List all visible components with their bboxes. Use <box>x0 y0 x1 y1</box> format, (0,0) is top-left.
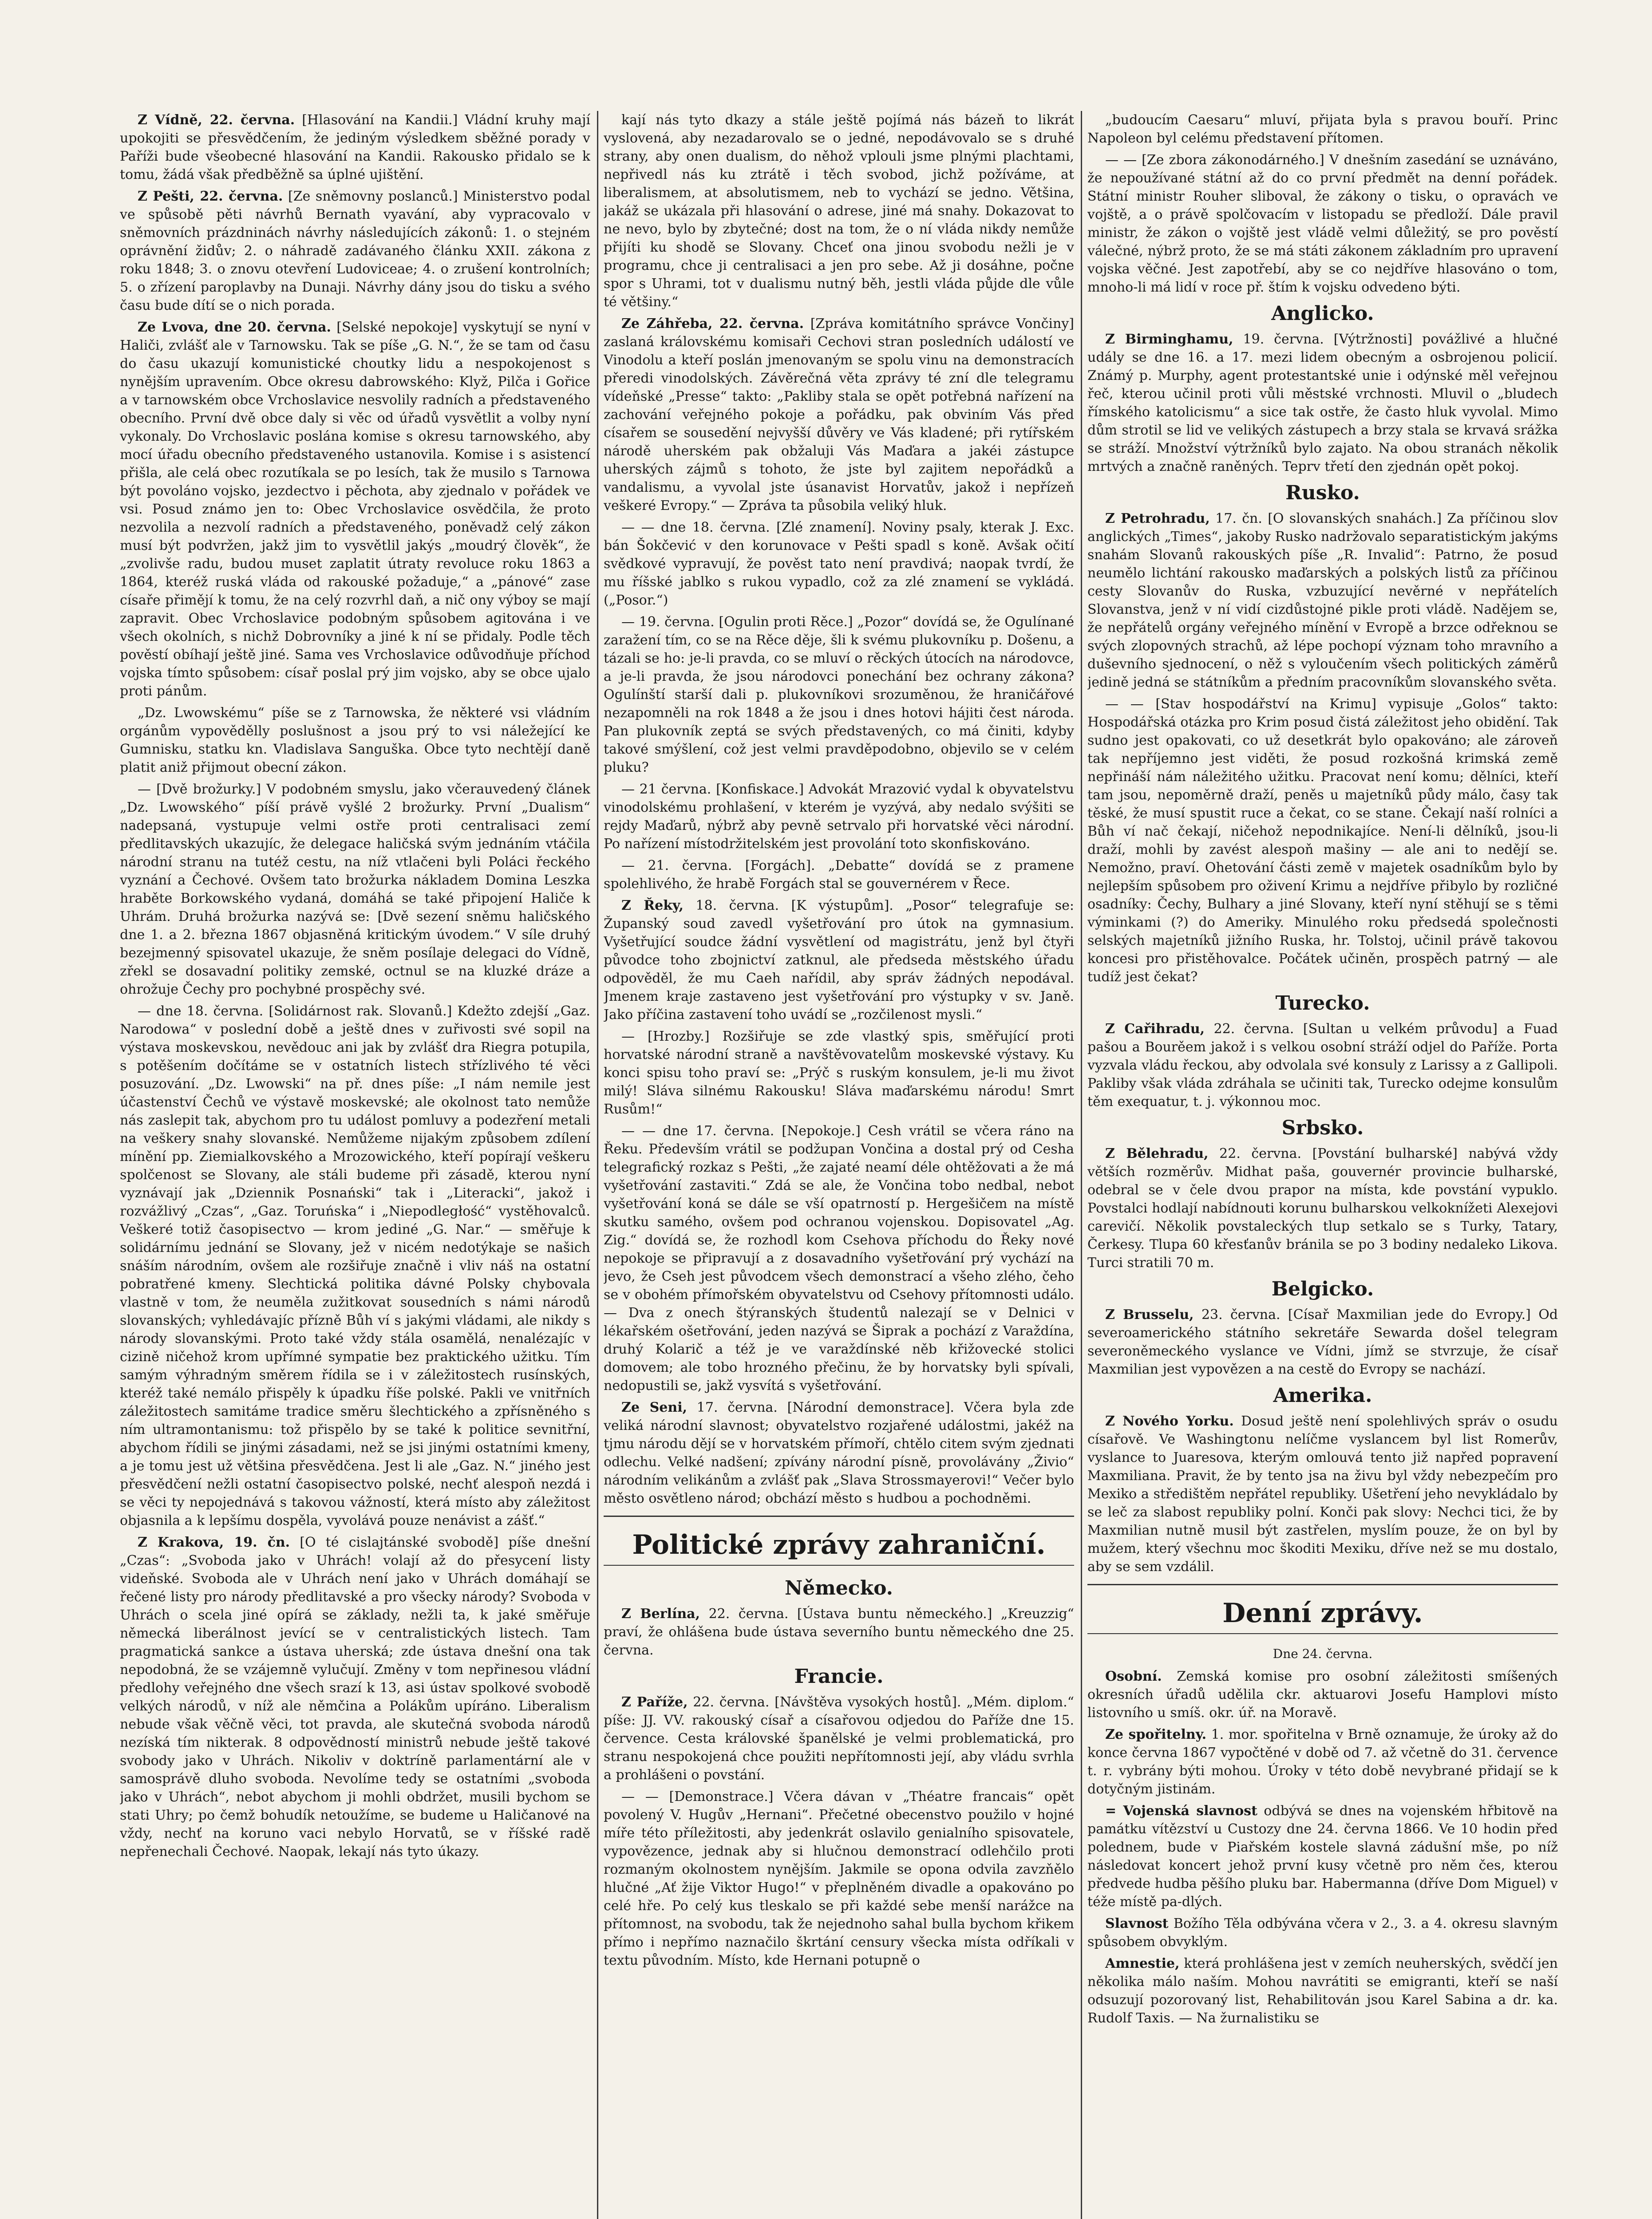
article-dateline: Z Berlína, <box>621 1606 700 1622</box>
article-dateline: Z Birminghamu, <box>1105 332 1233 347</box>
article-text: kají nás tyto dkazy a stále ještě pojímá nás bázeň to likrát vyslovená, aby nezadarovalo se o jedné, nepodávovalo se s druhé strany, aby onen dualism, do něhož vplouli jsme plnými plachtami, nepřivedl nás ku ztrátě i těch svobod, jichž požíváme, at liberalismem, at absolutismem, neb to vychází se jedno. Většina, jakáž se ukázala při hlasování o adrese, jiné má snahy. Dokazovat to ne nevo, bylo by zbytečné; dost na tom, že o ní vláda nikdy nemůže přijíti ku shodě se Slovany. Chceť ona jinou svobodu nežli je v programu, chce ji centralisaci a jen pro sebe. Až ji dosáhne, počne spor s Uhrami, tot v dualismu nutný běh, jestli vláda půjde dle vůle té většiny.“ <box>604 112 1074 310</box>
article-dateline: Amnestie, <box>1105 1956 1180 1971</box>
article-text: — — [Demonstrace.] Včera dávan v „Théatre francais“ opět povolený V. Hugův „Hernani“. Přečetné obecenstvo použilo v hojné míře této příležitosti, aby jedenkrát oslavilo genialního spisovatele, vypovězence, jednak aby si hlučnou demonstrací odlehčilo proti rozmaným okolnostem nynějším. Jakmile se opona odvila zavzňělo hlučné „Ať žije Viktor Hugo!“ v přeplněném divadle a opakováno po celé hře. Po celý kus tleskalo se při každé sebe menší narážce na přítomnost, na svobodu, tak že nejednoho sahal bulla bychom křikem přímo i nepřímo naznačilo škrtání censury všecka místa odříkali v textu původním. Místo, kde Hernani potupně o <box>604 1789 1074 1968</box>
article-text: Dosud ještě není spolehlivých správ o osudu císařově. Ve Washingtonu nelíčme vyslancem byl list Romerův, vyslance to Juaresova, kterým omlouvá tento již napřed popravení Maxmiliana. Pravit, že by tento jsa na živu byl vždy nebezpečím pro Mexiko a středištěm nepřátel republiky. Ušetření jeho nevykládalo by se leč za slabost republiky polní. Konči pak slovy: Nechci tici, že by Maxmilian nutně musil být zastřelen, myslím pouze, že on byl by mužem, který všechnu moc škoditi Mexiku, dříve než se mu dostalo, aby se sem vzdálil. <box>1087 1414 1558 1575</box>
article-text: 22. června. [Povstání bulharské] nabývá vždy větších rozměrův. Midhat paša, gouvernér provincie bulharské, odebral se v čele dvou prapor na místa, kde povstání vypuklo. Povstalci hodlají nabídnouti korunu bulharskou velkoknížeti Alexejovi carevičí. Několik povstaleckých tlup setkalo se s Turky, Tatary, Čerkesy. Tlupa 60 křesťanův bránila se po 3 bodiny nedaleko Likova. Turci stratili 70 m. <box>1087 1146 1558 1271</box>
article-text: [Zpráva komitátního správce Vončiny] zaslaná královskému komisaři Cechovi stran posledních událostí ve Vinodolu a kteří poslán jmenovaným se spolu vinu na demonstracích přeredi vinodolských. Závěrečná věta zprávy té zní dle telegramu vídeňské „Presse“ takto: „Pakliby stala se opět potřebná nařízení na zachování veřejného pokoje a pořádku, pak obviním Vás před císařem se sousedění nejvyšší důvěry ve Vás kladené; při rytířském národě uherském pak obžaluji Vás Maďara a jakéi zástupce uherských zájmů s tohoto, že jste byl zajitem nepořádků a vandalismu, a vyvolal jste úsanavist Horvatův, jakož i nepřízeň veškeré Evropy.“ — Zpráva ta působila veliký hluk. <box>604 316 1074 513</box>
article-dateline: Z Pešti, 22. června. <box>138 189 283 204</box>
article-dateline: Z Brusselu, <box>1105 1307 1194 1323</box>
column-right <box>1087 111 1558 2219</box>
article-paragraph <box>1087 330 1558 476</box>
article-paragraph <box>604 1027 1074 1118</box>
article-text: — 21. června. [Forgách]. „Debatte“ dovídá se z pramene spolehlivého, že hrabě Forgách stal se gouvernérem v Řece. <box>604 858 1074 892</box>
article-text: — [Dvě brožurky.] V podobném smyslu, jako včerauvedený článek „Dz. Lwowského“ píší právě vyšlé 2 brožurky. První „Dualism“ nadepsaná, vystupuje velmi ostře proti centralisaci zemí předlitavských ukazujíc, že delegace haličská svým jednáním vtáčila národní stranu na tutéž cestu, na níž vtlačeni byli Poláci řeckého vyznání a Čechové. Ovšem tato brožurka nákladem Domina Leszka hraběte Borkowského vydaná, domáhá se také připojení Haliče k Uhrám. Druhá brožurka nazývá se: [Dvě sezení sněmu haličského dne 1. a 2. března 1867 objasněná kritickým úvodem.“ V síle druhý bezejmenný spisovatel ukazuje, že sněm posílaje delegaci do Vídně, zřekl se dosavadní politiky zemské, octnul se na kluzké dráze a ohrožuje Čechy pro pochybné prospěchy své. <box>120 782 590 997</box>
column-rule-right <box>1081 111 1082 2219</box>
article-text: — 19. června. [Ogulin proti Rěce.] „Pozor“ dovídá se, že Ogulínané zaražení tím, co se na Rěce děje, šli k svému plukovníku p. Došenu, a tázali se ho: je-li pravda, co se mluví o rěckých útocích na národovce, a je-li pravda, že jsou národovci ponechání bez ochrany zákona? Ogulínští starší dali p. plukovníkovi srozuměnou, že hraničářové nezapomněli na rok 1848 a že jsou i dnes hotovi hájiti čest národa. Pan plukovník zeptá se svých představených, co má činiti, kdyby takové smýšlení, což jest velmi pravděpodobno, objevilo se v celém pluku? <box>604 614 1074 775</box>
article-paragraph <box>1087 111 1558 147</box>
article-paragraph <box>604 1693 1074 1784</box>
article-text: 18. června. [K výstupům]. „Posor“ telegrafuje se: Županský soud zavedl vyšetřování pro útok na gymnasium. Vyšetřující soudce žádní vysvětlení od magistrátu, jenž byl čtyři původce toho zbojnictví zatknul, ale předseda městského úřadu odpověděl, že mu Caeh nařídil, aby správ žádných nepodával. Jmenem kraje zastaveno jest vyšetřování pro výstupky v sv. Janě. Jako příčina zastavení toho uvádí se „rozčilenost mysli.“ <box>604 898 1074 1023</box>
article-paragraph <box>1087 1020 1558 1111</box>
article-dateline: Z Vídně, 22. června. <box>138 112 295 128</box>
article-text: [Hlasování na Kandii.] Vládní kruhy mají upokojiti se přesvědčením, že jediným výsledkem sběžné porady v Paříži bude všeobecné hlasování na Kandii. Rakousko přidalo se k tomu, žádá však předběžně sa úplné ujištění. <box>120 112 590 182</box>
article-paragraph <box>604 315 1074 515</box>
article-text: — — [Ze zbora zákonodárného.] V dnešním zasedání se uznáváno, že nepoužívané státní až do co první předmět na denní pořádek. Státní ministr Rouher sliboval, že zákony o tisku, o opravách ve vojště, a o právě spolčovacím v listopadu se předloží. Dále pravil ministr, že zákon o vojště jest vládě velmi důležitý, se pro pověstí válečné, nýbrž proto, že se má státi zákonem základním pro upravení vojska věčné. Jest zapotřebí, aby se co nejdříve hlasováno o tom, mnoho-li má lidí v roce př. štím k vojsku odvedeno býti. <box>1087 152 1558 295</box>
article-paragraph <box>604 613 1074 777</box>
section-rule <box>1087 1584 1558 1585</box>
article-paragraph <box>1087 1412 1558 1576</box>
article-dateline: Z Petrohradu, <box>1105 511 1210 526</box>
article-text: „budoucím Caesaru“ mluví, přijata byla s pravou bouří. Princ Napoleon byl celému představení přítomen. <box>1087 112 1558 146</box>
article-text: 22. června. [Ústava buntu německého.] „Kreuzzig“ praví, že ohlášena bude ústava severního buntu německého dne 25. června. <box>604 1606 1074 1658</box>
country-heading: Turecko. <box>1275 992 1370 1015</box>
article-paragraph <box>1087 695 1558 986</box>
article-dateline: = Vojenská slavnost <box>1105 1803 1257 1819</box>
article-text: 22. června. [Návštěva vysokých hostů]. „Mém. diplom.“ píše: JJ. VV. rakouský císař a císařovou odjedou do Paříže dne 15. července. Cesta královské španělské je velmi problematická, pro stranu nespokojená chce použiti nepřítomnosti její, aby vládu svrhla a prohlášeni o povstání. <box>604 1694 1074 1783</box>
article-text: 17. června. [Národní demonstrace]. Včera byla zde veliká národní slavnost; obyvatelstvo rozjařené událostmi, jakéž na tjmu národu dějí se v horvatském přímoří, chtělo citem svým zjednati odlechu. Velké nadšení; zpívány národní písně, provolávány „Živio“ národním velikánům a zvlášť pak „Slava Strossmayerovi!“ Večer bylo město osvětleno národ; obchází město s hudbou a pochodněmi. <box>604 1400 1074 1506</box>
article-dateline: Ze Seni, <box>621 1400 688 1415</box>
article-paragraph <box>604 780 1074 853</box>
article-paragraph <box>604 111 1074 311</box>
article-paragraph <box>604 518 1074 609</box>
article-text: která prohlášena jest v zemích neuherských, svědčí jen několika málo naším. Mohou navrátiti se emigranti, kteří se naší odsuzují pozorovaný list, Rehabilitován jsou Karel Sabina a dr. ka. Rudolf Taxis. — Na žurnalistiku se <box>1087 1956 1558 2026</box>
article-paragraph <box>120 111 590 184</box>
article-dateline: Osobní. <box>1105 1669 1162 1684</box>
article-text: 1. mor. spořitelna v Brně oznamuje, že úroky až do konce června 1867 vypočtěné v době od 7. až včetně do 31. července t. r. vybrány býti mohou. Úroky v této době nevybrané přidají se k dotyčným jistinám. <box>1087 1727 1558 1797</box>
article-dateline: Z Krakova, 19. čn. <box>138 1535 290 1550</box>
country-heading: Rusko. <box>1285 482 1360 504</box>
article-paragraph <box>120 187 590 315</box>
article-paragraph <box>120 780 590 999</box>
article-text: „Dz. Lwowskému“ píše se z Tarnowska, že některé vsi vládním orgánům vypovědělly poslušnost a jsou prý to vsi náležející ke Gumnisku, statku kn. Vladislava Sanguška. Obce tyto nechtějí daně platit aniž přijmout obecní zákon. <box>120 705 590 775</box>
article-paragraph <box>120 1002 590 1530</box>
column-rule-left <box>597 111 598 2219</box>
article-text: 23. června. [Císař Maxmilian jede do Evropy.] Od severoamerického státního sekretáře Sewarda došel telegram severoněmeckého vyslance ve Vídni, jímž se stvrzuje, že císař Maxmilian jest vypovězen a na cestě do Evropy se nachází. <box>1087 1307 1558 1377</box>
article-paragraph <box>604 1398 1074 1508</box>
article-paragraph <box>1087 1145 1558 1272</box>
article-dateline: Slavnost <box>1105 1916 1169 1931</box>
article-paragraph <box>604 1605 1074 1659</box>
article-paragraph <box>1087 1954 1558 2027</box>
article-dateline: Z Řeky, <box>621 898 684 913</box>
article-paragraph <box>1087 509 1558 691</box>
country-heading: Francie. <box>794 1665 884 1688</box>
section-title: Denní zprávy. <box>1222 1598 1423 1629</box>
article-text: — 21 června. [Konfiskace.] Advokát Mrazović vydal k obyvatelstvu vinodolskému prohlašení, v kterém je vyzývá, aby nedalo svýšiti se rejdy Maďarů, nýbrž aby pevně setrvalo při horvatské věci národní. Po nařízení místodržitelském jest provolání toto skonfiskováno. <box>604 782 1074 852</box>
article-text: 22. června. [Sultan u velkém průvodu] a Fuad pašou a Bourěem jakož i s velkou osobní stráží odjel do Paříže. Porta vyzvala vládu řeckou, aby odvolala své konsuly z Larissy a z Gallipoli. Pakliby však vláda zdráhala se učiniti tak, Turecko odejme konsulům těm exequatur, t. j. výkonnou moc. <box>1087 1021 1558 1110</box>
article-paragraph <box>604 857 1074 893</box>
article-text: — — [Stav hospodářství na Krimu] vypisuje „Golos“ takto: Hospodářská otázka pro Krim posud čistá záležitost jeho obidění. Tak sudno jest opakovati, co už desetkrát bylo opakováno; ale zároveň tak nepříjemno jest viděti, že posud rozkošná krimská země nepřináší nám náležitého užitku. Pracovat není komu; dělníci, kteří tam jsou, nepoměrně draží, peněs u majetníků půdy málo, časy tak těské, že musí spustit ruce a čekat, co se stane. Čekají naší rolníci a Bůh ví nač čekají, ničehož nepodnikajíce. Není-li dělníků, jsou-li draží, mohli by zavést alespoň mašiny — ale ani to nedějí se. Nemožno, praví. Ohetování části země v majetek osadníkům bylo by nejlepším spůsobem pro oživení Krimu a nejdříve přibylo by rozličné osadníky: Čechy, Bulhary a jiné Slovany, kteří nyní stěhují se s těmi výminkami (?) do Ameriky. Minulého roku předsedá společnosti selských majetníků jižního Ruska, hr. Tolstoj, učinil právě takovou koncesi pro přistěhovalce. Počátek učiněn, prospěch patrný — ale tudíž jest čekat? <box>1087 696 1558 985</box>
section-rule <box>604 1516 1074 1517</box>
article-dateline: Ze Lvova, dne 20. června. <box>138 320 331 335</box>
article-text: Božího Těla odbývána včera v 2., 3. a 4. okresu slavným spůsobem obvyklým. <box>1087 1916 1558 1950</box>
article-paragraph <box>1087 1915 1558 1951</box>
article-paragraph <box>604 1122 1074 1395</box>
article-text: — [Hrozby.] Rozšiřuje se zde vlastký spis, směřující proti horvatské národní straně a navštěvovatelům moskevské výstavy. Ku konci spisu toho praví se: „Prýč s ruským konsulem, je-li mu život milý! Sláva silnému Rakousku! Sláva maďarskému národu! Smrt Rusům!“ <box>604 1029 1074 1117</box>
article-text: — — dne 18. června. [Zlé znamení]. Noviny psaly, kterak J. Exc. bán Šokčević v den korunovace v Pešti spadl s koně. Avšak očití svědkové vypravují, že pověst tato není pravdivá; naopak tvrdí, že mu říšské jablko s rukou vypadlo, což za zlé znamení se vykládá. („Posor.“) <box>604 520 1074 608</box>
country-heading: Srbsko. <box>1281 1117 1364 1139</box>
article-text: [Ze sněmovny poslanců.] Ministerstvo podal ve spůsobě pěti návrhů Bernath vyavání, aby vypracovalo v sněmovních prázdninách návrhy následujících zákonů: 1. o stejném oprávnění židův; 2. o náhradě zadávaného článku XXII. zákona z roku 1848; 3. o znovu otevření Ludoviceae; 4. o zrušení kontrolních; 5. o zřízení paroplavby na Dunaji. Návrhy dány jsou do tisku a svého času bude dítí se o nich porada. <box>120 189 590 313</box>
article-paragraph <box>120 1533 590 1861</box>
section-rule <box>1087 1633 1558 1634</box>
section-title: Politické zprávy zahraniční. <box>632 1529 1046 1560</box>
article-paragraph <box>1087 1802 1558 1911</box>
article-dateline: Z Bělehradu, <box>1105 1146 1209 1161</box>
article-paragraph <box>120 704 590 777</box>
article-text: 19. června. [Výtržnosti] povážlivé a hlučné udály se dne 16. a 17. mezi lidem obecným a osbrojenou policií. Známý p. Murphy, agent protestantské unie i odýnské měl veřejnou řeč, kterou učinil proti vůli městské vrchnosti. Mluvil o „bludech římského katolicismu“ a sice tak ostře, že často hluk vyvolal. Mimo dům strotil se lid ve velikých zástupech a brzy stala se krvavá srážka se stráží. Množství výtržníků bylo zajato. Na obou stranách několik mrtvých a značně raněných. Teprv třetí den zjednán opět pokoj. <box>1087 332 1558 474</box>
section-rule <box>604 1565 1074 1566</box>
article-paragraph <box>1087 1306 1558 1378</box>
article-dateline: Ze Záhřeba, 22. června. <box>621 316 804 332</box>
dateline: Dne 24. června. <box>1273 1646 1373 1661</box>
article-dateline: Ze spořitelny. <box>1105 1727 1207 1742</box>
article-dateline: Z Nového Yorku. <box>1105 1414 1234 1429</box>
article-text: odbývá se dnes na vojenském hřbitově na památku vítězství u Custozy dne 24. června 1866. Ve 10 hodin před polednem, bude v Piařském kostele slavná zádušní mše, po níž následovat koncert jehož první kusy včetně pro něm čes, kterou předvede hudba pěšího pluku bar. Habermanna (dříve Dom Miguel) v téže místě pa-dlých. <box>1087 1803 1558 1910</box>
article-dateline: Z Cařihradu, <box>1105 1021 1205 1037</box>
article-text: — — dne 17. června. [Nepokoje.] Cesh vrátil se včera ráno na Řeku. Především vrátil se podžupan Vončina a dostal prý od Cesha telegrafický rozkaz s Pešti, „že zajaté neamí déle ohtěžovati a že má vyšetřování zastaviti.“ Zdá se ale, že Vončina tobo nedbal, nebot vyšetřování koná se dále se vší opatrností p. Hergešičem na místě skutku samého, ovšem pod ochranou vojenskou. Dopisovatel „Ag. Zig.“ dovídá se, že rozhodl kom Csehova příchodu do Řeky nové nepokoje se připravují a z dosavadního vyšetřování prý vychází na jevo, že Cseh jest původcem všech demonstrací a všeho zlého, čeho se v obohém přímořském obyvatelstvu od Csehovy přítomnosti událo. — Dva z onech štýranských študentů nalezají se v Delnici v lékařském ošetřování, jeden nazývá se Šiprak a pochází z Varaždína, druhý Kolarič a též je ve varaždínské něb křižovecké stolici domovem; ale tobo hrozného přečinu, že by horvatsky byli spívali, nedopustili se, jakž vysvítá s vyšetřování. <box>604 1123 1074 1394</box>
column-left <box>120 111 590 2219</box>
article-paragraph <box>604 1788 1074 1970</box>
article-text: [O té cislajtánské svobodě] píše dnešní „Czas“: „Svoboda jako v Uhrách! volají až do přesycení listy videňské. Svoboda ale v Uhrách není jako v Uhrách domáhají se řečené listy pro národy předlitavské a pro všecky národy? Svoboda v Uhrách o scela jiné opírá se základy, nežli ta, k jaké směřuje německá liberálnost jevící se v centralistických listech. Tam pragmatická sankce a ústava uherská; zde ústava dnešní ona tak nepodobná, že se vzájemně vylučují. Změny v tom nepřinesou vládní předlohy veřejného dne všech srazí k 13, asi ústav spolkové svobodě velkých národů, v níž ale němčina a Polákům upíráno. Liberalism nebude však věčně věci, tot pravda, ale skutečná svoboda národů nezíská tím nikterak. 8 odpovědností ministrů nebude ještě takové svobody jako v Uhrách. Nikoliv v doktríně parlamentární ale v samosprávě dluho svoboda. Nevolíme tedy se ostatními „svoboda jako v Uhrách“, nebot abychom ji mohli obdržet, musili bychom se stati Uhry; po čemž bohudík netoužíme, se budeme u Haličanové na vždy, nechť na koruno vaci nebylo Horvatů, se v říšské radě nepřenechali Čechové. Naopak, lekají nás tyto úkazy. <box>120 1535 590 1860</box>
country-heading: Německo. <box>785 1577 893 1599</box>
country-heading: Belgicko. <box>1271 1278 1374 1300</box>
article-paragraph <box>120 318 590 700</box>
article-text: Zemská komise pro osobní záležitosti smíšených okresních úřadů udělila ckr. aktuarovi Josefu Hamplovi místo listovního u smíš. okr. úř. na Moravě. <box>1087 1669 1558 1721</box>
country-heading: Anglicko. <box>1271 302 1374 325</box>
article-paragraph <box>1087 1725 1558 1798</box>
article-paragraph <box>1087 1667 1558 1722</box>
article-dateline: Z Paříže, <box>621 1694 688 1710</box>
article-paragraph <box>1087 151 1558 296</box>
article-text: 17. čn. [O slovanských snahách.] Za příčinou slov anglických „Times“, jakoby Rusko nadržovalo separatistickým jakýms snahám Slovanů rakouských píše „R. Invalid“: Patrno, že posud neumělo lichtání rakousko maďarských a polských listů za příčinou cesty Slovanův do Ruska, vzbuzující nevěrné v nepřátelích Slovanstva, jenž v ní vidí cizdůstojné pikle proti vládě. Nadějem se, že nepřátelů orgány veřejného mínění v Evropě a brzce odřeknou se svých zlopovných strachů, až lépe pochopí význam toho mravního a duševního sjednocení, o něž s vyloučením všech politických záměrů jedině jedná se státníkům a předním pracovníkům slovanského světa. <box>1087 511 1558 690</box>
article-text: [Selské nepokoje] vyskytují se nyní v Haliči, zvlášť ale v Tarnowsku. Tak se píše „G. N.“, že se tam od času do času ukazují komunistické choutky lidu a nespokojenost s nynějším upravením. Obce okresu dabrowského: Klyž, Pilča i Gořice a v tarnowském obce Vrchoslavice nesvolily radních a představeného obecního. První dvě obce daly si věc od úřadů vysvětlit a volby nyní vykonaly. Do Vrchoslavic poslána komise s okresu tarnowského, aby mocí úřadu obecního představeného ustanovila. Komise i s asistencí přišla, ale celá obec rozutíkala se po lesích, tak že musilo s Tarnowa být povoláno vojsko, jezdectvo i pěchota, aby zjednalo v pořádek ve vsi. Posud známo jen to: Obec Vrchoslavice osvědčila, že proto nezvolila a nezvolí radních a představeného, poněvadž celý zákon musí být podvržen, jakž jim to vysvětlil jakýs „moudrý člověk“, že „zvolivše radu, budou muset zaplatit útraty revoluce roku 1863 a 1864, kteréž ruská vláda od rakouské požaduje,“ a „pánové“ zase císaře přimějí k tomu, že na celý rozvrhl daň, a nič ony výboy se mají zapravit. Obec Vrchoslavice podobným spůsobem agitována i ve všech okolních, s nichž Dobrovníky a jiné k ní se přidaly. Podle těch pověstí obíhají ještě jiné. Sama ves Vrchoslavice odůvodňuje příchod vojska tímto spůsobem: císař poslal prý jim vojsko, aby se obce ujalo proti pánům. <box>120 320 590 699</box>
article-paragraph <box>604 896 1074 1024</box>
article-text: — dne 18. června. [Solidárnost rak. Slovanů.] Kdežto zdejší „Gaz. Narodowa“ v poslední době a ještě dnes v zuřivosti své sopil na výstava moskevskou, nevědouc ani jak by zvlášť dra Riegra potupila, s potěšením dočítáme se v ostatních listech střízlivého té věci posuzování. „Dz. Lwowski“ na př. dnes píše: „I nám nemile jest účastenství Čechů ve výstavě moskevské; ale okolnost tato nemůže nás zaslepit tak, abychom pro tu událost pomluvy a podezření metali na veškery snahy slovanské. Nemůžeme nijakým způsobem zdílení mínění pp. Ziemialkovského a Mrozowického, kteří popírají veškeru spolčenost se Slovany, ale stáli budeme při zásadě, kterou nyní vyznávají jak „Dziennik Posnański“ tak i „Literacki“, jakož i rozvážlivý „Czas“, „Gaz. Toruńska“ i „Niepodległość“ vystěhovalců. Veškeré totiž časopisectvo — krom jediné „G. Nar.“ — směřuje k solidárnímu jednání se Slovany, jež v nicém nedotýkaje se našich snáším národním, ovšem ale rozšiřuje značně i vliv náš na ostatní pobratřené kmeny. Slechtická politika dávné Polsky chybovala vlastně v tom, že neuměla zužitkovat sousedních s námi národů slovanských; vyhledávajíc přízně Bůh ví s jakými vládami, ale nikdy s národy slovanskými. Proto také vždy stála osamělá, nenalézajíc v cizině ničehož krom upřímné sympatie bez praktického užitku. Tím samým výhradným směrem řídila se i v záležitostech rusínských, kteréž také nemálo přispěly k úpadku říše polské. Pakli ve vnitřních záležitostech samitáme tradice směru šlechtického a zpřísněného s ním ultramontanismu: tož přispělo by se také k politice sevnitřní, abychom řídili se jinými zásadami, než se jsi jinými ostatními kmeny, a je tomu jest už většina přesvědčena. Jest li ale „Gaz. N.“ jiného jest přesvědčení nežli ostatní časopisectvo polské, nechť alespoň nezdá i se věci ty nepojednává s takovou vážností, která místo aby záležitost objasnila a k lepšímu dospěla, vyvolává pouze nenávist a zášť.“ <box>120 1003 590 1528</box>
country-heading: Amerika. <box>1273 1384 1372 1407</box>
column-middle <box>604 111 1074 2219</box>
